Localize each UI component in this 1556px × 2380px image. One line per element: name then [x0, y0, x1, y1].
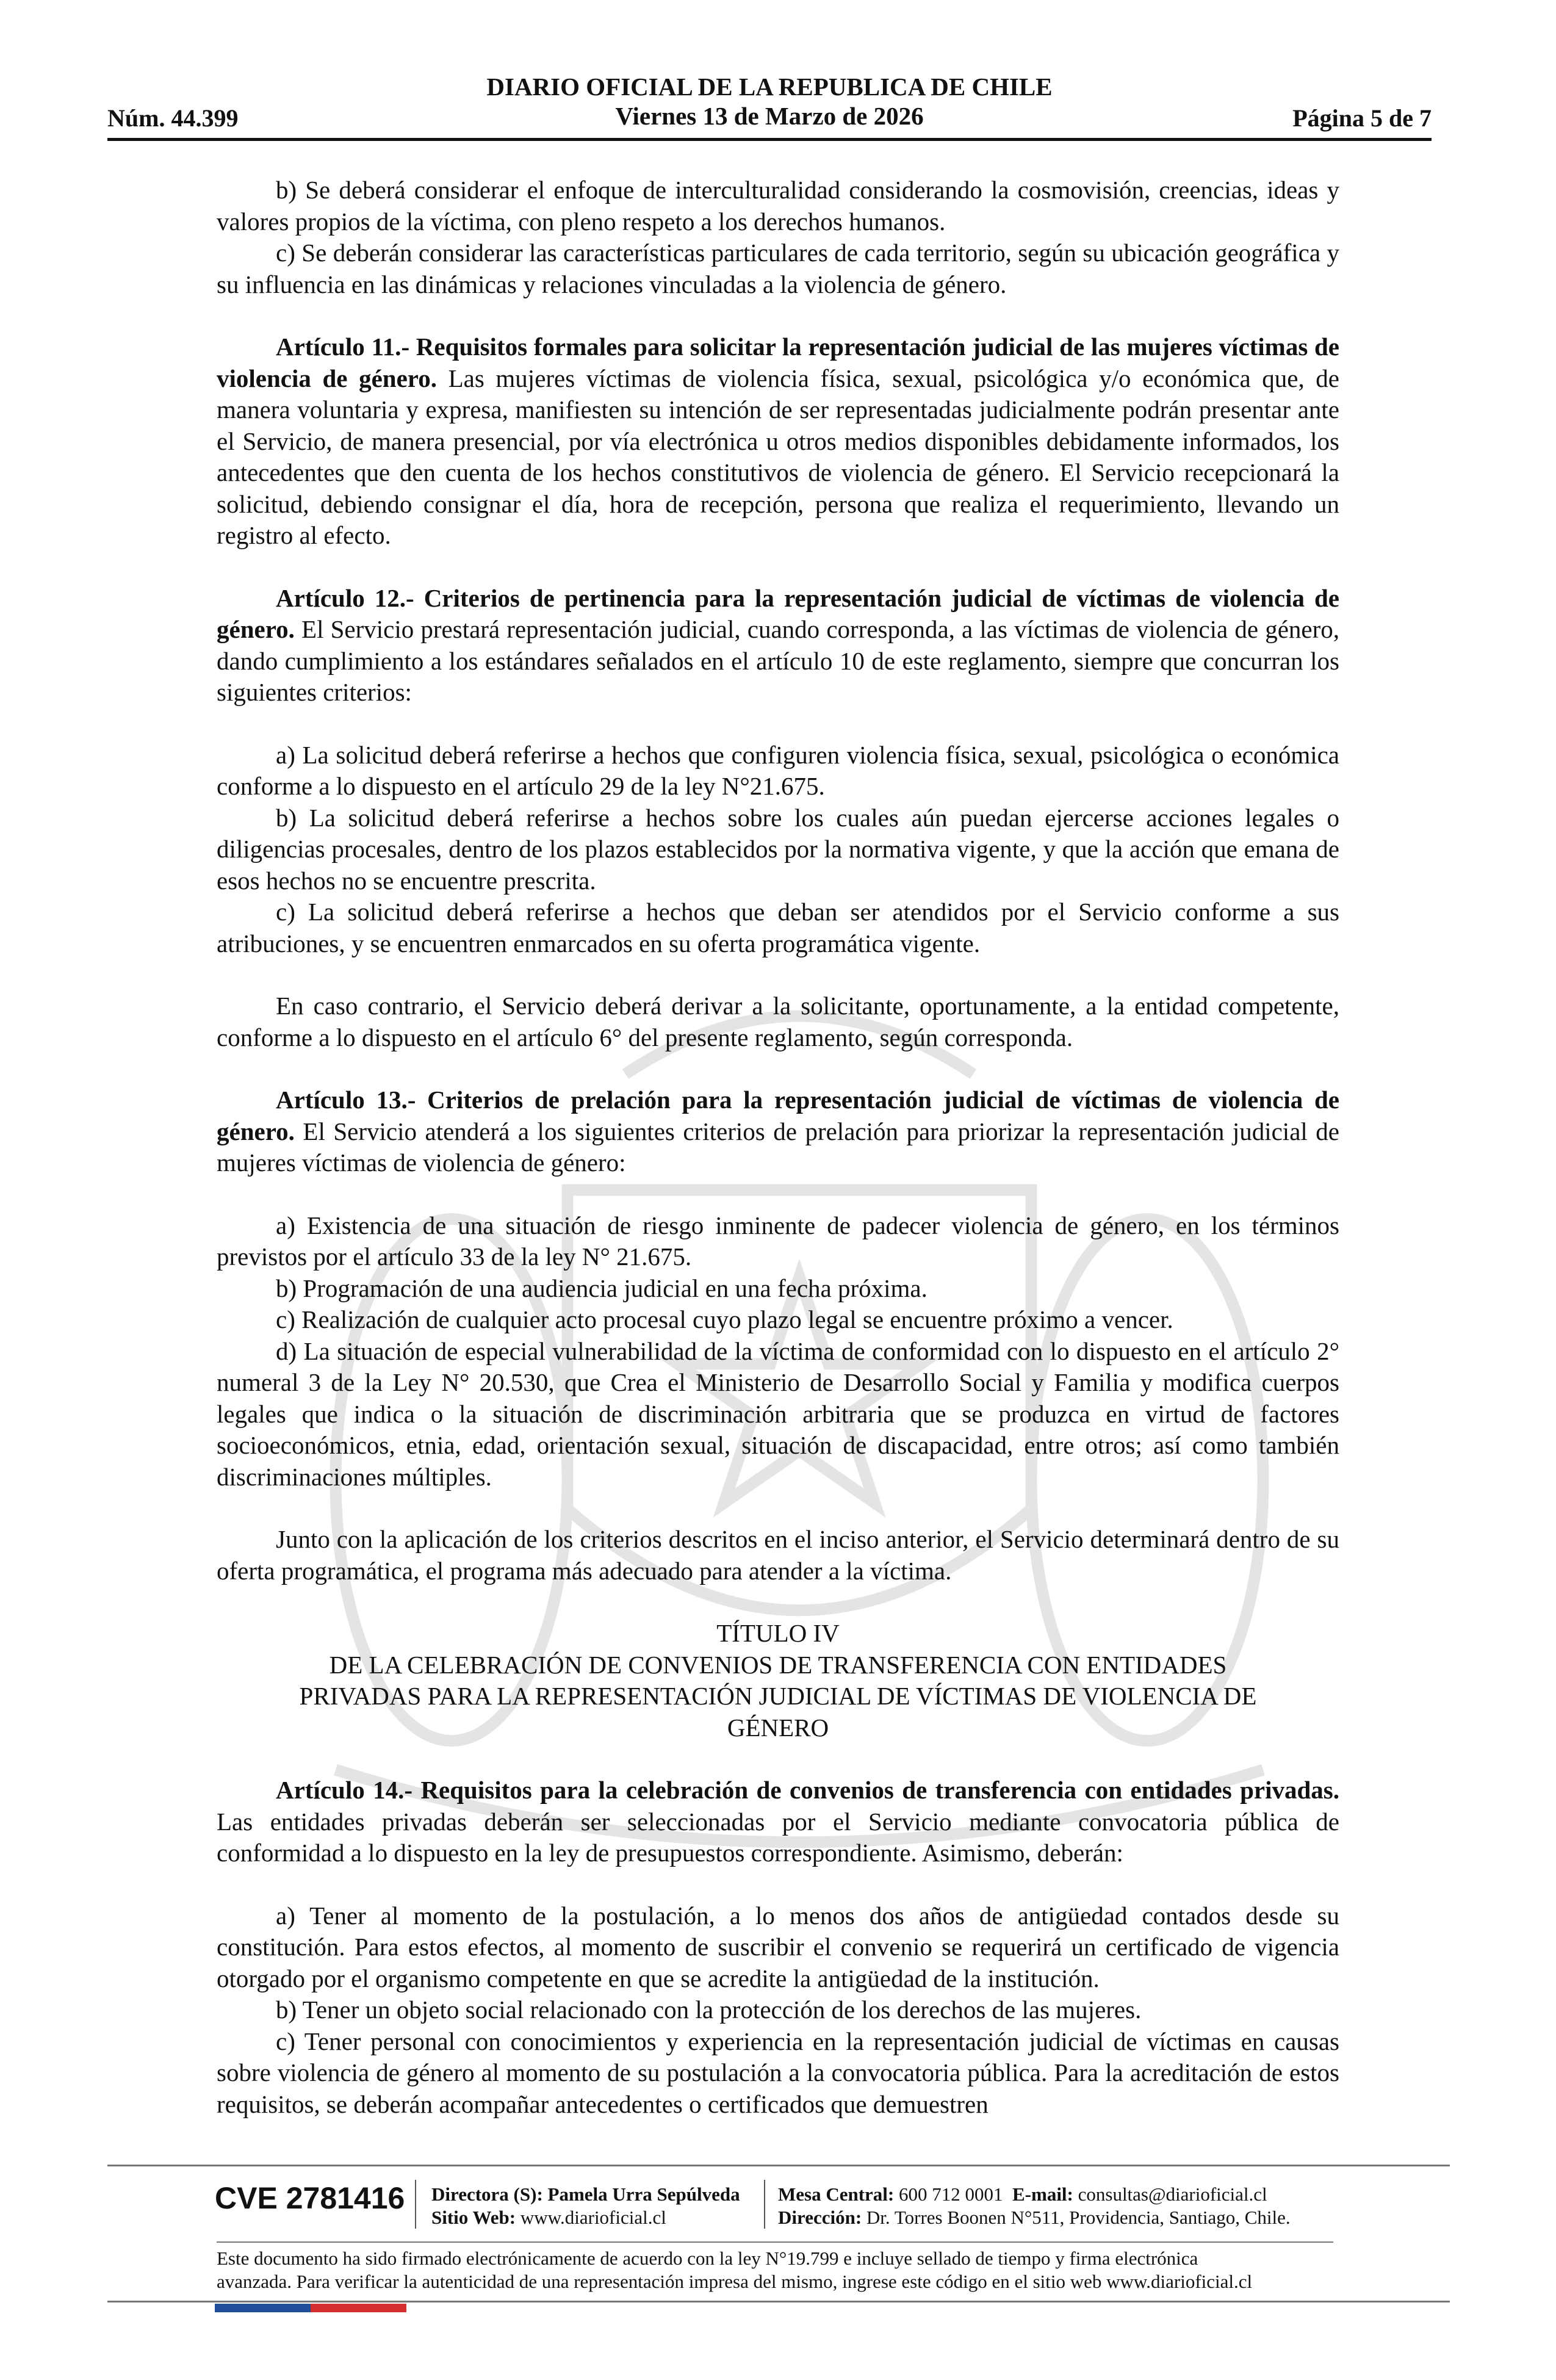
cve-code: CVE 2781416: [215, 2181, 405, 2215]
section-title: [217, 1618, 1339, 1744]
page-number: Página 5 de 7: [1292, 104, 1432, 132]
title-number: TÍTULO IV: [716, 1619, 840, 1647]
article-12: [217, 583, 1339, 709]
flag-blue-segment: [215, 2304, 311, 2312]
footer-separator: [764, 2180, 765, 2229]
legal-line: Este documento ha sido firmado electrónicamente de acuerdo con la ley N°19.799 e incluye sellado de tiempo y firma electrónica: [217, 2248, 1198, 2269]
article-heading: Artículo 13.- Criterios de prelación para la representación judicial de víctimas de violencia de género.: [217, 1086, 1339, 1145]
header-divider: [107, 138, 1432, 141]
footer-divider: [107, 2165, 1450, 2166]
document-body: [217, 175, 1339, 2120]
article-heading: Artículo 12.- Criterios de pertinencia para la representación judicial de víctimas de violencia de género.: [217, 583, 1339, 643]
title-line: PRIVADAS PARA LA REPRESENTACIÓN JUDICIAL DE VÍCTIMAS DE VIOLENCIA DE: [299, 1682, 1257, 1710]
publication-title: DIARIO OFICIAL DE LA REPUBLICA DE CHILE: [486, 73, 1053, 101]
list-item: c) La solicitud deberá referirse a hechos que deban ser atendidos por el Servicio conforme a sus atribuciones, y se encuentren enmarcados en su oferta programática vigente.: [217, 898, 1339, 957]
site-label: Sitio Web:: [431, 2207, 516, 2228]
director-name: Pamela Urra Sepúlveda: [547, 2183, 740, 2205]
mesa-value: 600 712 0001: [899, 2183, 1003, 2205]
address-label: Dirección:: [778, 2207, 862, 2228]
masthead: [107, 72, 1432, 131]
list-item: b) Programación de una audiencia judicial en una fecha próxima.: [276, 1274, 927, 1302]
footer-separator: [415, 2180, 416, 2229]
legal-notice: [217, 2247, 1333, 2293]
list-item: a) Tener al momento de la postulación, a lo menos dos años de antigüedad contados desde su constitución. Para estos efectos, al momento de suscribir el convenio se requerirá un certificado de vigencia otorgado por el organismo competente en que se acredite la antigüedad de la institución.: [217, 1901, 1339, 1992]
article-11: [217, 331, 1339, 552]
title-line: GÉNERO: [727, 1713, 829, 1742]
email-link[interactable]: consultas@diarioficial.cl: [1078, 2183, 1267, 2205]
page-header: [107, 72, 1432, 145]
list-item: d) La situación de especial vulnerabilidad de la víctima de conformidad con lo dispuesto en el artículo 2° numeral 3 de la Ley N° 20.530, que Crea el Ministerio de Desarrollo Social y Familia y modifica cuerpos legales que indica o la situación de discriminación arbitraria que se produzca en virtud de factores socioeconómicos, etnia, edad, orientación sexual, situación de discapacidad, entre otros; así como también discriminaciones múltiples.: [217, 1336, 1339, 1491]
list-item: b) La solicitud deberá referirse a hechos sobre los cuales aún puedan ejercerse acciones legales o diligencias procesales, dentro de los plazos establecidos por la normativa vigente, y que la acción que emana de esos hechos no se encuentre prescrita.: [217, 803, 1339, 895]
footer-bottom-divider: [107, 2301, 1450, 2302]
list-item: c) Tener personal con conocimientos y experiencia en la representación judicial de víctimas en causas sobre violencia de género al momento de su postulación a la convocatoria pública. Para la acreditación de estos requisitos, se deberán acompañar antecedentes o certificados que demuestren: [217, 2027, 1339, 2118]
director-label: Directora (S):: [431, 2183, 543, 2205]
mesa-label: Mesa Central:: [778, 2183, 895, 2205]
list-item: a) La solicitud deberá referirse a hechos que configuren violencia física, sexual, psicológica o económica conforme a lo dispuesto en el artículo 29 de la ley N°21.675.: [217, 740, 1339, 800]
email-label: E-mail:: [1012, 2183, 1073, 2205]
article-text: El Servicio prestará representación judicial, cuando corresponda, a las víctimas de violencia de género, dando cumplimiento a los estándares señalados en el artículo 10 de este reglamento, siempre que concurran los siguientes criterios:: [217, 615, 1339, 706]
list-item: c) Realización de cualquier acto procesal cuyo plazo legal se encuentre próximo a vencer.: [276, 1305, 1173, 1333]
article-13: [217, 1084, 1339, 1179]
paragraph: Junto con la aplicación de los criterios descritos en el inciso anterior, el Servicio determinará dentro de su oferta programática, el programa más adecuado para atender a la víctima.: [217, 1525, 1339, 1585]
paragraph: b) Se deberá considerar el enfoque de interculturalidad considerando la cosmovisión, creencias, ideas y valores propios de la víctima, con pleno respeto a los derechos humanos.: [217, 176, 1339, 236]
footer-inner-divider: [217, 2241, 1333, 2243]
flag-red-segment: [311, 2304, 406, 2312]
article-text: El Servicio atenderá a los siguientes criterios de prelación para priorizar la representación judicial de mujeres víctimas de violencia de género:: [217, 1117, 1339, 1177]
site-link[interactable]: www.diarioficial.cl: [520, 2207, 666, 2228]
paragraph: En caso contrario, el Servicio deberá derivar a la solicitante, oportunamente, a la entidad competente, conforme a lo dispuesto en el artículo 6° del presente reglamento, según corresponda.: [217, 992, 1339, 1051]
article-heading: Artículo 14.- Requisitos para la celebración de convenios de transferencia con entidades privadas.: [276, 1776, 1339, 1804]
article-heading: Artículo 11.- Requisitos formales para solicitar la representación judicial de las mujeres víctimas de violencia de género.: [217, 333, 1339, 392]
footer-contact-right: [778, 2183, 1291, 2229]
article-text: Las entidades privadas deberán ser seleccionadas por el Servicio mediante convocatoria pública de conformidad a lo dispuesto en la ley de presupuestos correspondiente. Asimismo, deberán:: [217, 1807, 1339, 1867]
issue-number: Núm. 44.399: [107, 104, 239, 132]
paragraph: c) Se deberán considerar las características particulares de cada territorio, según su ubicación geográfica y su influencia en las dinámicas y relaciones vinculadas a la violencia de género.: [217, 239, 1339, 298]
flag-stripe: [215, 2304, 406, 2312]
footer-contact-left: [431, 2183, 740, 2229]
list-item: b) Tener un objeto social relacionado con la protección de los derechos de las mujeres.: [276, 1996, 1142, 2024]
legal-line: avanzada. Para verificar la autenticidad de una representación impresa del mismo, ingrese este código en el sitio web www.diarioficial.cl: [217, 2271, 1253, 2292]
address-value: Dr. Torres Boonen N°511, Providencia, Santiago, Chile.: [866, 2207, 1291, 2228]
title-line: DE LA CELEBRACIÓN DE CONVENIOS DE TRANSFERENCIA CON ENTIDADES: [329, 1650, 1227, 1679]
list-item: a) Existencia de una situación de riesgo inminente de padecer violencia de género, en los términos previstos por el artículo 33 de la ley N° 21.675.: [217, 1211, 1339, 1271]
article-14: [217, 1775, 1339, 1869]
publication-date: Viernes 13 de Marzo de 2026: [615, 102, 924, 130]
article-text: Las mujeres víctimas de violencia física, sexual, psicológica y/o económica que, de manera voluntaria y expresa, manifiesten su intención de ser representadas judicialmente podrán presentar ante el Servicio, de manera presencial, por vía electrónica u otros medios disponibles debidamente informados, los antecedentes que den cuenta de los hechos constitutivos de violencia de género. El Servicio recepcionará la solicitud, debiendo consignar el día, hora de recepción, persona que realiza el requerimiento, llevando un registro al efecto.: [217, 364, 1339, 549]
